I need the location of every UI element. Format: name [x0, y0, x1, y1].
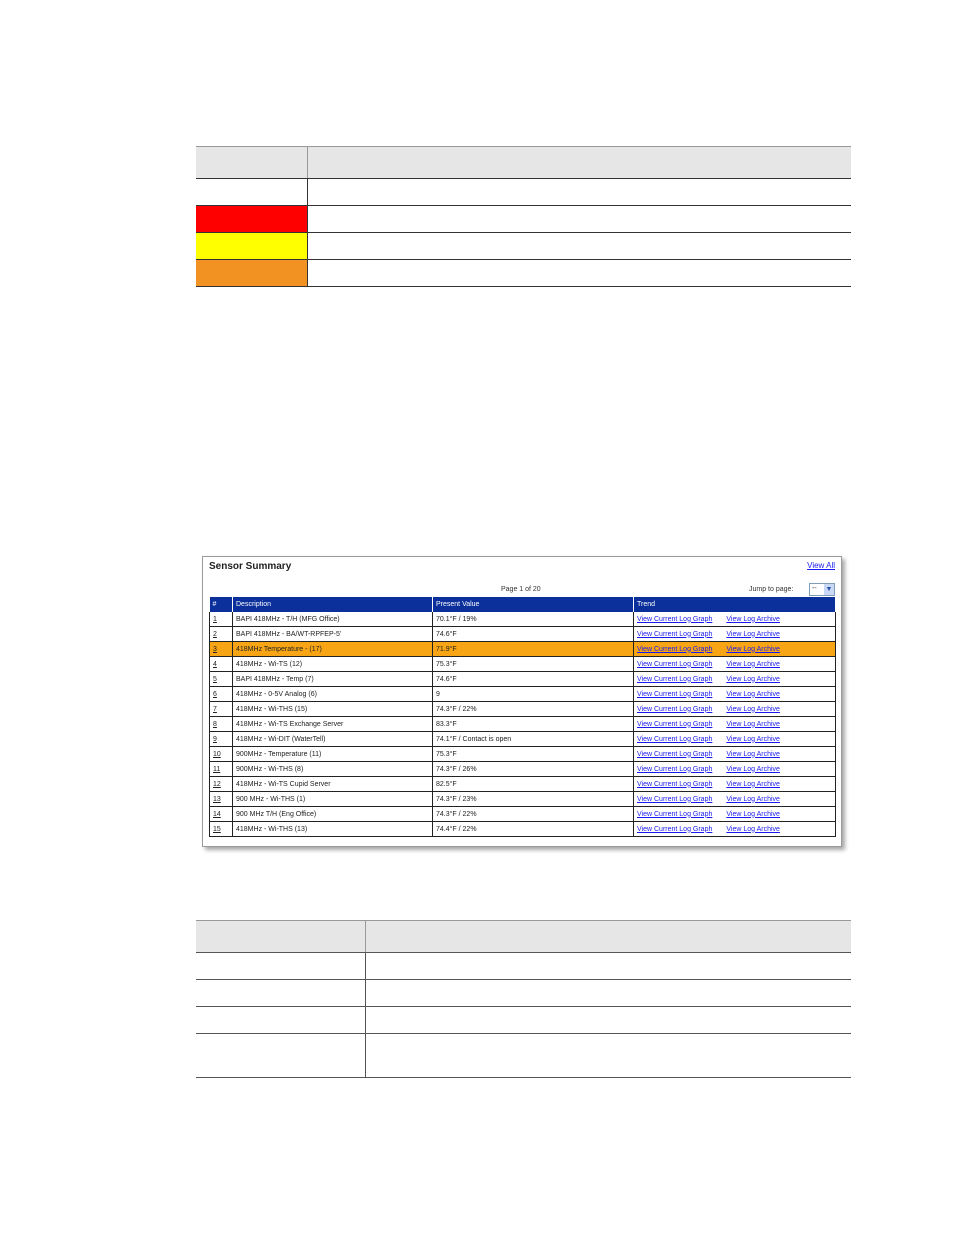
jump-to-page-label: Jump to page: [749, 586, 794, 593]
row-trend [634, 747, 836, 762]
row-present-value: 75.3°F [433, 657, 634, 672]
row-number-link[interactable]: 5 [210, 672, 233, 687]
sensor-summary-screenshot [202, 556, 842, 847]
row-trend [634, 717, 836, 732]
view-log-archive-link[interactable]: View Log Archive [726, 780, 780, 788]
row-present-value: 75.3°F [433, 747, 634, 762]
row-trend [634, 672, 836, 687]
view-log-archive-link[interactable]: View Log Archive [726, 810, 780, 818]
table-row [210, 717, 836, 732]
row-number-link[interactable]: 15 [210, 822, 233, 837]
view-log-archive-link[interactable]: View Log Archive [726, 735, 780, 743]
color-swatch-white [196, 179, 308, 206]
table-row [210, 777, 836, 792]
view-log-archive-link[interactable]: View Log Archive [726, 825, 780, 833]
view-all-link[interactable]: View All [807, 561, 835, 570]
table-row [210, 642, 836, 657]
table-row [210, 762, 836, 777]
view-log-archive-link[interactable]: View Log Archive [726, 765, 780, 773]
legend-row-orange [196, 260, 851, 287]
row-trend [634, 627, 836, 642]
view-log-archive-link[interactable]: View Log Archive [726, 660, 780, 668]
table-row [210, 687, 836, 702]
view-current-log-graph-link[interactable]: View Current Log Graph [637, 780, 713, 788]
legend-desc-cell [308, 206, 852, 233]
row-description: BAPI 418MHz - BA/WT-RPFEP-5' [233, 627, 433, 642]
col-header-number: # [210, 597, 233, 612]
row-present-value: 9 [433, 687, 634, 702]
row-number-link[interactable]: 7 [210, 702, 233, 717]
row-trend [634, 612, 836, 627]
col-header-present-value: Present Value [433, 597, 634, 612]
table-row [210, 672, 836, 687]
row-description: 418MHz - Wi-DIT (WaterTell) [233, 732, 433, 747]
row-present-value: 74.6°F [433, 627, 634, 642]
row-number-link[interactable]: 13 [210, 792, 233, 807]
lower-row [196, 980, 851, 1007]
legend-header-row [196, 147, 851, 179]
row-present-value: 70.1°F / 19% [433, 612, 634, 627]
row-description: 900MHz - Temperature (11) [233, 747, 433, 762]
row-present-value: 74.3°F / 23% [433, 792, 634, 807]
row-number-link[interactable]: 4 [210, 657, 233, 672]
lower-row [196, 1034, 851, 1078]
table-row [210, 627, 836, 642]
lower-header-cell-2 [366, 921, 852, 953]
row-number-link[interactable]: 11 [210, 762, 233, 777]
table-row [210, 822, 836, 837]
color-legend-table [196, 146, 851, 287]
row-number-link[interactable]: 9 [210, 732, 233, 747]
row-trend [634, 642, 836, 657]
row-present-value: 74.1°F / Contact is open [433, 732, 634, 747]
view-current-log-graph-link[interactable]: View Current Log Graph [637, 615, 713, 623]
color-swatch-red [196, 206, 308, 233]
row-number-link[interactable]: 14 [210, 807, 233, 822]
view-log-archive-link[interactable]: View Log Archive [726, 720, 780, 728]
row-description: 418MHz Temperature - (17) [233, 642, 433, 657]
row-trend [634, 702, 836, 717]
table-row [210, 792, 836, 807]
color-swatch-orange [196, 260, 308, 287]
row-trend [634, 687, 836, 702]
lower-row [196, 1007, 851, 1034]
col-header-trend: Trend [634, 597, 836, 612]
view-current-log-graph-link[interactable]: View Current Log Graph [637, 735, 713, 743]
view-current-log-graph-link[interactable]: View Current Log Graph [637, 660, 713, 668]
row-number-link[interactable]: 3 [210, 642, 233, 657]
row-number-link[interactable]: 10 [210, 747, 233, 762]
table-row [210, 807, 836, 822]
row-description: 418MHz - Wi-TS (12) [233, 657, 433, 672]
row-description: 900 MHz - Wi-THS (1) [233, 792, 433, 807]
view-log-archive-link[interactable]: View Log Archive [726, 705, 780, 713]
jump-select-value: -- [812, 585, 817, 592]
row-description: 418MHz - 0-5V Analog (6) [233, 687, 433, 702]
row-number-link[interactable]: 2 [210, 627, 233, 642]
legend-row-white [196, 179, 851, 206]
row-present-value: 74.6°F [433, 672, 634, 687]
legend-desc-cell [308, 179, 852, 206]
jump-to-page-select[interactable] [809, 583, 835, 596]
view-log-archive-link[interactable]: View Log Archive [726, 795, 780, 803]
col-header-description: Description [233, 597, 433, 612]
row-description: 900MHz - Wi-THS (8) [233, 762, 433, 777]
row-present-value: 74.4°F / 22% [433, 822, 634, 837]
lower-info-table [196, 920, 851, 1078]
row-present-value: 82.5°F [433, 777, 634, 792]
row-trend [634, 792, 836, 807]
view-current-log-graph-link[interactable]: View Current Log Graph [637, 720, 713, 728]
color-swatch-yellow [196, 233, 308, 260]
lower-cell [366, 980, 852, 1007]
row-trend [634, 822, 836, 837]
row-trend [634, 762, 836, 777]
lower-row [196, 953, 851, 980]
row-description: BAPI 418MHz - T/H (MFG Office) [233, 612, 433, 627]
row-number-link[interactable]: 8 [210, 717, 233, 732]
view-log-archive-link[interactable]: View Log Archive [726, 750, 780, 758]
legend-header-cell-1 [196, 147, 308, 179]
view-log-archive-link[interactable]: View Log Archive [726, 615, 780, 623]
page-indicator: Page 1 of 20 [501, 586, 541, 593]
row-trend [634, 777, 836, 792]
legend-row-red [196, 206, 851, 233]
view-log-archive-link[interactable]: View Log Archive [726, 645, 780, 653]
table-row [210, 747, 836, 762]
row-present-value: 71.9°F [433, 642, 634, 657]
row-description: 900 MHz T/H (Eng Office) [233, 807, 433, 822]
view-current-log-graph-link[interactable]: View Current Log Graph [637, 810, 713, 818]
view-current-log-graph-link[interactable]: View Current Log Graph [637, 765, 713, 773]
row-present-value: 74.3°F / 22% [433, 702, 634, 717]
lower-cell [196, 1007, 366, 1034]
lower-header-cell-1 [196, 921, 366, 953]
legend-desc-cell [308, 260, 852, 287]
view-current-log-graph-link[interactable]: View Current Log Graph [637, 705, 713, 713]
view-current-log-graph-link[interactable]: View Current Log Graph [637, 645, 713, 653]
view-current-log-graph-link[interactable]: View Current Log Graph [637, 750, 713, 758]
view-current-log-graph-link[interactable]: View Current Log Graph [637, 795, 713, 803]
row-description: 418MHz - Wi-THS (15) [233, 702, 433, 717]
lower-cell [196, 953, 366, 980]
row-present-value: 74.3°F / 22% [433, 807, 634, 822]
legend-row-yellow [196, 233, 851, 260]
legend-header-cell-2 [308, 147, 852, 179]
row-description: 418MHz - Wi-THS (13) [233, 822, 433, 837]
panel-title: Sensor Summary [209, 561, 292, 572]
view-current-log-graph-link[interactable]: View Current Log Graph [637, 630, 713, 638]
row-number-link[interactable]: 1 [210, 612, 233, 627]
lower-cell [196, 1034, 366, 1078]
row-trend [634, 657, 836, 672]
sensor-table-header [210, 597, 836, 612]
row-trend [634, 807, 836, 822]
sensor-rows [210, 612, 836, 837]
view-log-archive-link[interactable]: View Log Archive [726, 690, 780, 698]
table-row [210, 612, 836, 627]
sensor-table [209, 597, 836, 837]
chevron-down-icon[interactable]: ▼ [825, 586, 833, 593]
lower-cell [366, 1034, 852, 1078]
row-description: 418MHz - Wi-TS Exchange Server [233, 717, 433, 732]
row-number-link[interactable]: 12 [210, 777, 233, 792]
row-description: 418MHz - Wi-TS Cupid Server [233, 777, 433, 792]
view-current-log-graph-link[interactable]: View Current Log Graph [637, 675, 713, 683]
view-current-log-graph-link[interactable]: View Current Log Graph [637, 690, 713, 698]
screenshot-cutoff-edge [203, 840, 841, 846]
lower-cell [366, 1007, 852, 1034]
table-row [210, 732, 836, 747]
lower-cell [196, 980, 366, 1007]
row-number-link[interactable]: 6 [210, 687, 233, 702]
lower-cell [366, 953, 852, 980]
view-current-log-graph-link[interactable]: View Current Log Graph [637, 825, 713, 833]
row-present-value: 83.3°F [433, 717, 634, 732]
table-row [210, 702, 836, 717]
view-log-archive-link[interactable]: View Log Archive [726, 630, 780, 638]
row-present-value: 74.3°F / 26% [433, 762, 634, 777]
row-trend [634, 732, 836, 747]
view-log-archive-link[interactable]: View Log Archive [726, 675, 780, 683]
table-row [210, 657, 836, 672]
legend-desc-cell [308, 233, 852, 260]
lower-header-row [196, 921, 851, 953]
row-description: BAPI 418MHz - Temp (7) [233, 672, 433, 687]
